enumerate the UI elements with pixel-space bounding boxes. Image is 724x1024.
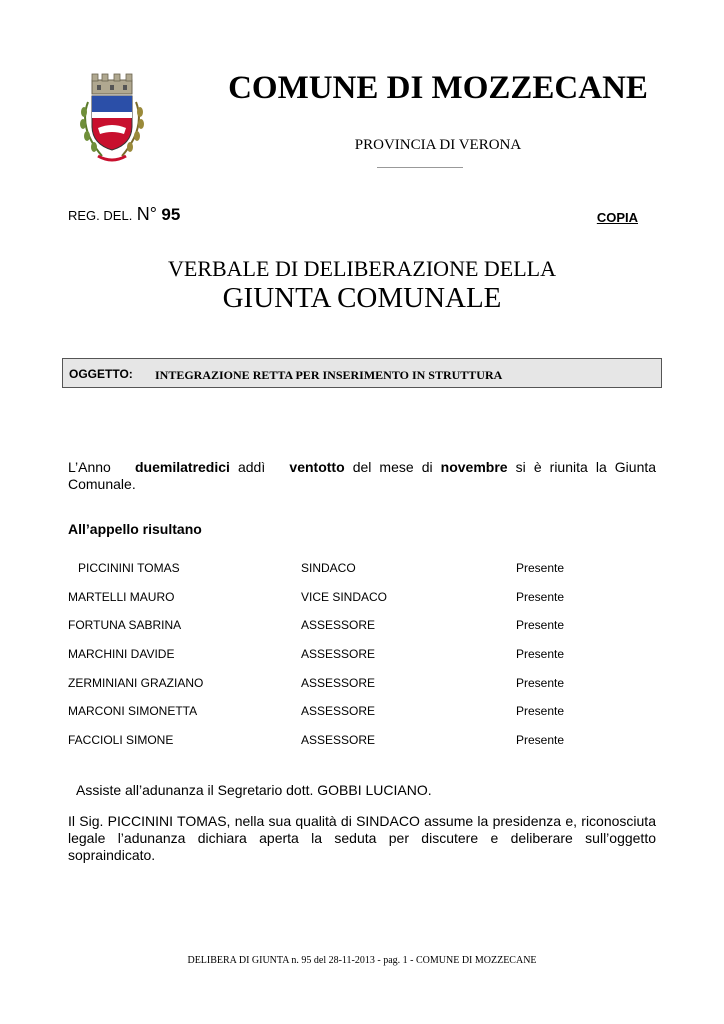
member-name: MARCHINI DAVIDE bbox=[68, 647, 175, 661]
document-heading-line2: GIUNTA COMUNALE bbox=[222, 282, 502, 314]
attendance-title: All’appello risultano bbox=[68, 521, 202, 537]
subject-value: INTEGRAZIONE RETTA PER INSERIMENTO IN STRUTTURA bbox=[155, 368, 503, 382]
document-heading-line1: VERBALE DI DELIBERAZIONE DELLA bbox=[168, 256, 556, 281]
registry-number-value: 95 bbox=[161, 205, 181, 224]
member-status: Presente bbox=[516, 561, 565, 575]
intro-text: L’Anno bbox=[68, 459, 111, 475]
member-role: SINDACO bbox=[301, 561, 356, 575]
member-role: ASSESSORE bbox=[301, 733, 376, 747]
member-status: Presente bbox=[516, 618, 565, 632]
page-title: COMUNE DI MOZZECANE bbox=[228, 70, 648, 106]
member-name: MARCONI SIMONETTA bbox=[68, 704, 198, 718]
member-name: FORTUNA SABRINA bbox=[68, 618, 182, 632]
member-status: Presente bbox=[516, 676, 565, 690]
member-role: ASSESSORE bbox=[301, 704, 376, 718]
intro-text: addì bbox=[237, 459, 266, 475]
attendance-row bbox=[0, 590, 724, 606]
attendance-row bbox=[0, 676, 724, 692]
registry-dot: . bbox=[128, 208, 133, 223]
intro-month: novembre bbox=[440, 459, 508, 475]
registry-number bbox=[68, 204, 180, 225]
member-name: MARTELLI MAURO bbox=[68, 590, 175, 604]
registry-prefix: REG. DEL bbox=[68, 208, 129, 223]
province-label: PROVINCIA DI VERONA bbox=[354, 137, 522, 153]
member-name: PICCININI TOMAS bbox=[78, 561, 180, 575]
attendance-row bbox=[0, 561, 724, 577]
copy-label: COPIA bbox=[596, 210, 638, 225]
intro-day: ventotto bbox=[289, 459, 345, 475]
member-status: Presente bbox=[516, 733, 565, 747]
registry-number-label: N° bbox=[136, 204, 157, 224]
secretary-paragraph: Assiste all’adunanza il Segretario dott. GOBBI LUCIANO. bbox=[76, 782, 432, 798]
page-footer: DELIBERA DI GIUNTA n. 95 del 28-11-2013 - pag. 1 - COMUNE DI MOZZECANE bbox=[187, 955, 537, 966]
attendance-row bbox=[0, 618, 724, 634]
attendance-row bbox=[0, 647, 724, 663]
subject-box bbox=[62, 358, 662, 388]
municipal-coat-of-arms-icon bbox=[72, 68, 152, 168]
header-divider bbox=[377, 167, 463, 168]
member-status: Presente bbox=[516, 704, 565, 718]
attendance-row bbox=[0, 733, 724, 749]
member-status: Presente bbox=[516, 647, 565, 661]
member-name: ZERMINIANI GRAZIANO bbox=[68, 676, 204, 690]
intro-paragraph bbox=[68, 459, 656, 493]
member-name: FACCIOLI SIMONE bbox=[68, 733, 174, 747]
member-status: Presente bbox=[516, 590, 565, 604]
subject-label: OGGETTO: bbox=[69, 367, 133, 381]
intro-text: si è riunita la Giunta Comunale. bbox=[68, 459, 657, 492]
intro-text: del mese di bbox=[352, 459, 433, 475]
intro-year: duemilatredici bbox=[135, 459, 230, 475]
presidency-paragraph: Il Sig. PICCININI TOMAS, nella sua qualità di SINDACO assume la presidenza e, riconosciuta legale l’adunanza dichiara aperta la seduta per discutere e deliberare sull’oggetto sopraindicato. bbox=[68, 813, 656, 863]
member-role: ASSESSORE bbox=[301, 676, 376, 690]
member-role: VICE SINDACO bbox=[301, 590, 388, 604]
member-role: ASSESSORE bbox=[301, 647, 376, 661]
attendance-row bbox=[0, 704, 724, 720]
member-role: ASSESSORE bbox=[301, 618, 376, 632]
